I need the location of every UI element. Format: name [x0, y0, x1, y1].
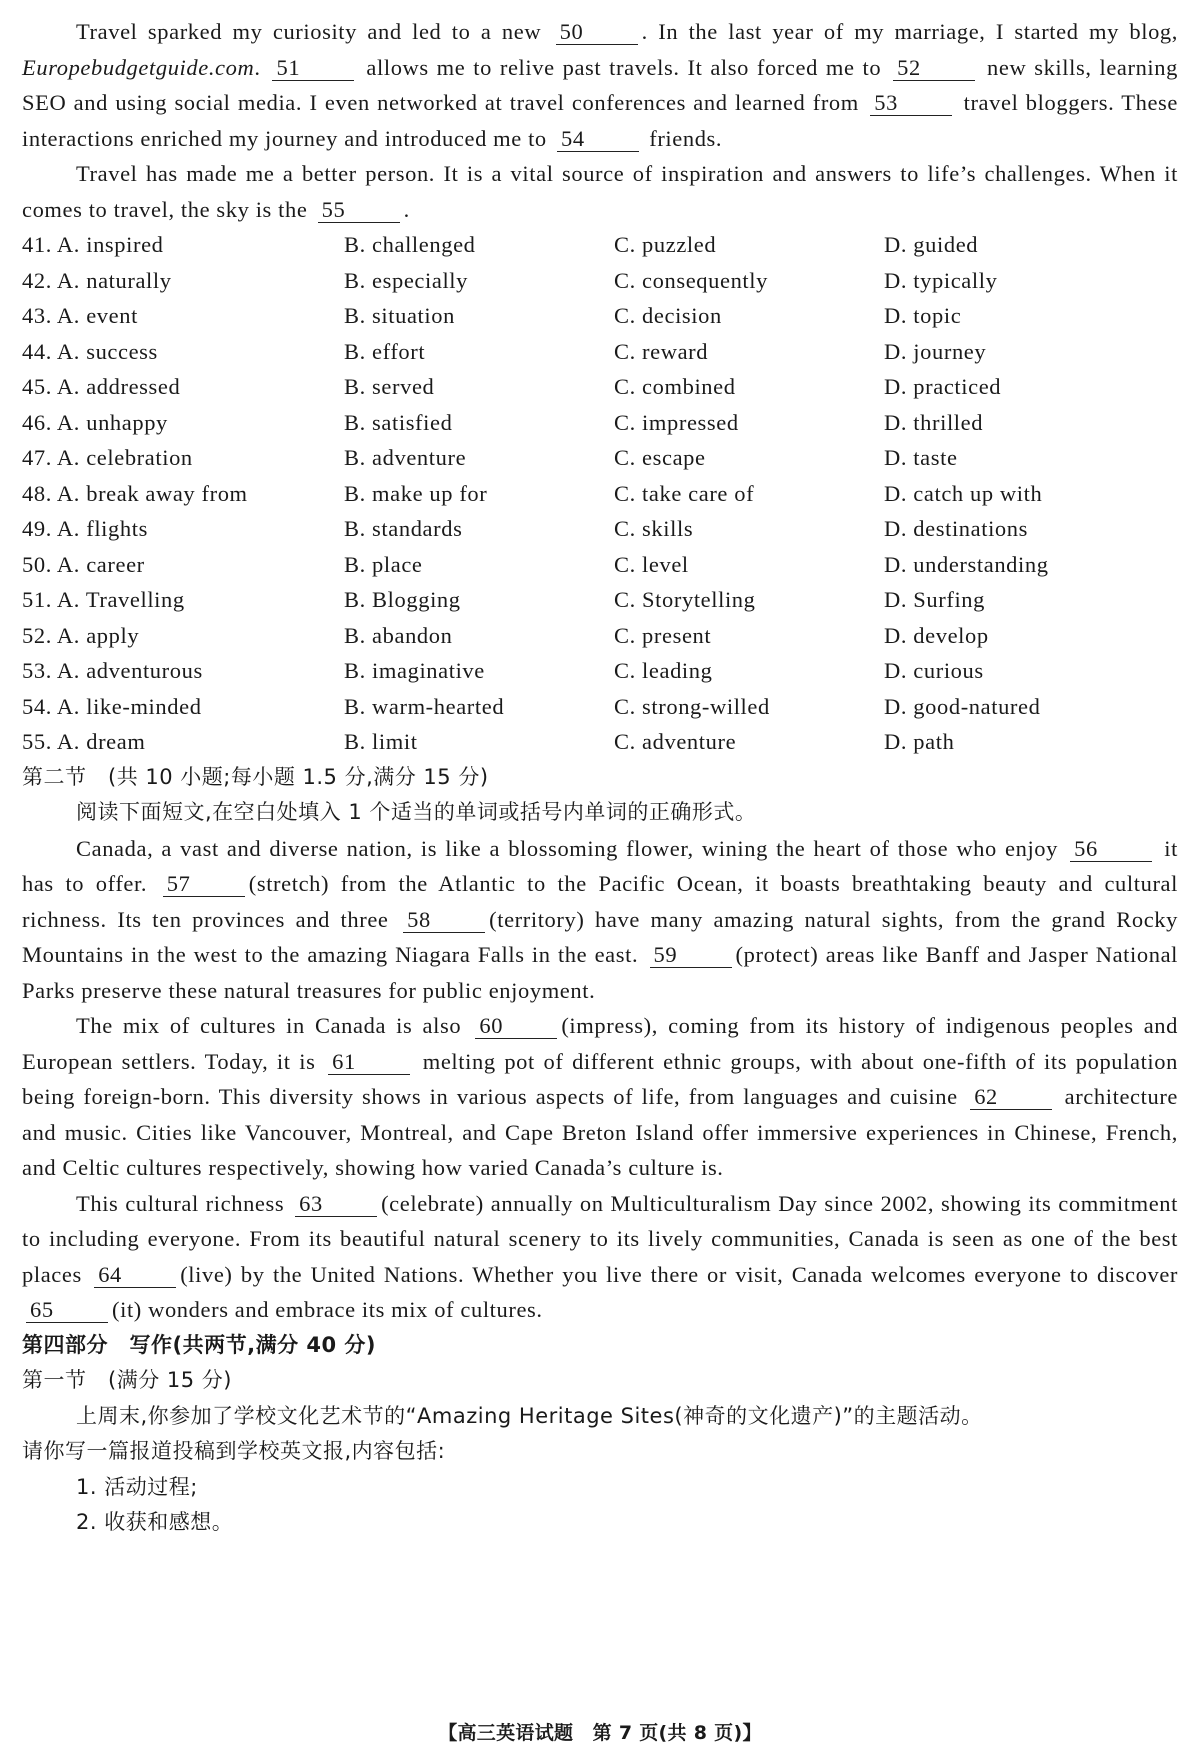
option-c: C. take care of — [614, 480, 755, 506]
passage-text: This cultural richness — [76, 1190, 292, 1216]
exam-page — [22, 14, 1178, 1541]
option-b: B. abandon — [344, 622, 453, 648]
answer-blank: 63 — [295, 1192, 377, 1217]
option-d: D. catch up with — [884, 480, 1043, 506]
option-a-text: A. like-minded — [56, 693, 202, 719]
question-number: 47. — [22, 445, 52, 470]
passage-text: new skills, learning SEO and using social media. I even networked at travel conferences and learned from — [22, 54, 1178, 115]
option-a — [22, 227, 344, 263]
option-d: D. guided — [884, 232, 979, 257]
passage-text: . In the last year of my marriage, I started my blog, — [641, 19, 1178, 44]
answer-blank: 64 — [94, 1263, 176, 1288]
option-a-text: A. dream — [56, 729, 146, 754]
option-a — [22, 582, 344, 618]
passage-text: The mix of cultures in Canada is also — [76, 1013, 472, 1038]
question-number: 45. — [22, 374, 52, 399]
option-a-text: A. event — [56, 303, 138, 328]
option-b: B. limit — [344, 729, 418, 754]
option-row — [22, 405, 1178, 441]
passage-text: melting pot of different ethnic groups, with about one-fifth of its population being foreign-born. This diversity shows in various aspects of life, from languages and cuisine — [22, 1048, 1178, 1109]
option-c: C. puzzled — [614, 232, 717, 257]
option-row — [22, 582, 1178, 618]
passage-text: . — [403, 196, 410, 222]
option-a-text: A. addressed — [56, 374, 181, 399]
answer-blank: 56 — [1070, 837, 1152, 862]
option-d: D. path — [884, 729, 955, 754]
question-number: 46. — [22, 409, 52, 435]
option-b: B. warm-hearted — [344, 693, 505, 719]
option-c: C. Storytelling — [614, 587, 756, 612]
passage-paragraph — [22, 1008, 1178, 1186]
option-b: B. make up for — [344, 480, 488, 506]
passage-text: it has to offer. — [22, 835, 1178, 896]
option-d: D. topic — [884, 303, 962, 328]
question-number: 54. — [22, 693, 52, 719]
question-number: 41. — [22, 232, 52, 257]
option-a — [22, 440, 344, 476]
option-d: D. Surfing — [884, 587, 985, 612]
passage-text: (territory) have many amazing natural sights, from the grand Rocky Mountains in the west to the amazing Niagara Falls in the east. — [22, 906, 1178, 967]
option-row — [22, 440, 1178, 476]
question-number: 50. — [22, 551, 52, 577]
option-a-text: A. success — [56, 338, 158, 364]
option-row — [22, 476, 1178, 512]
question-number: 42. — [22, 267, 52, 293]
question-number: 55. — [22, 729, 52, 754]
option-row — [22, 369, 1178, 405]
option-a — [22, 263, 344, 299]
option-b: B. situation — [344, 303, 455, 328]
passage-text: (live) by the United Nations. Whether you live there or visit, Canada welcomes everyone to discover — [180, 1261, 1178, 1287]
passage-text: allows me to relive past travels. It also forced me to — [358, 54, 890, 80]
writing-requirement: 1. 活动过程; — [76, 1474, 198, 1499]
option-row — [22, 618, 1178, 654]
option-b: B. challenged — [344, 232, 476, 257]
option-d: D. taste — [884, 445, 958, 470]
option-b: B. Blogging — [344, 587, 461, 612]
option-b: B. place — [344, 551, 423, 577]
option-d: D. curious — [884, 658, 984, 683]
options-list — [22, 227, 1178, 760]
option-c: C. adventure — [614, 729, 737, 754]
option-a — [22, 689, 344, 725]
option-c: C. consequently — [614, 267, 768, 293]
answer-blank: 52 — [893, 56, 975, 81]
option-a — [22, 547, 344, 583]
option-c: C. combined — [614, 374, 736, 399]
option-a-text: A. adventurous — [56, 658, 203, 683]
writing-prompt: 上周末,你参加了学校文化艺术节的“Amazing Heritage Sites(神奇的文化遗产)”的主题活动。 — [76, 1403, 983, 1428]
option-a — [22, 405, 344, 441]
answer-blank: 55 — [318, 198, 400, 223]
passage-text: travel bloggers. These interactions enriched my journey and introduced me to — [22, 90, 1178, 151]
answer-blank: 61 — [328, 1050, 410, 1075]
option-row — [22, 511, 1178, 547]
section-heading: 第一节 (满分 15 分) — [22, 1368, 232, 1392]
question-number: 51. — [22, 587, 52, 612]
answer-blank: 54 — [557, 127, 639, 152]
website-name: Europebudgetguide.com — [22, 54, 255, 80]
writing-requirement: 2. 收获和感想。 — [76, 1510, 234, 1534]
option-a — [22, 724, 344, 760]
passage-text: . — [254, 54, 269, 80]
option-row — [22, 547, 1178, 583]
option-c: C. leading — [614, 658, 713, 683]
question-number: 43. — [22, 303, 52, 328]
writing-prompt: 请你写一篇报道投稿到学校英文报,内容包括: — [22, 1439, 446, 1463]
option-b: B. imaginative — [344, 658, 485, 683]
section-instruction: 阅读下面短文,在空白处填入 1 个适当的单词或括号内单词的正确形式。 — [76, 800, 757, 824]
option-a — [22, 653, 344, 689]
option-a-text: A. Travelling — [56, 587, 185, 612]
option-d: D. practiced — [884, 374, 1002, 399]
option-a-text: A. unhappy — [56, 409, 168, 435]
passage-text: Travel sparked my curiosity and led to a new — [76, 19, 552, 44]
option-row — [22, 227, 1178, 263]
section-heading: 第二节 (共 10 小题;每小题 1.5 分,满分 15 分) — [22, 764, 489, 789]
option-c: C. escape — [614, 445, 706, 470]
option-row — [22, 298, 1178, 334]
option-d: D. develop — [884, 622, 989, 648]
answer-blank: 65 — [26, 1298, 108, 1323]
answer-blank: 51 — [272, 56, 354, 81]
passage-text: (celebrate) annually on Multiculturalism Day since 2002, showing its commitment to including everyone. From its beautiful natural scenery to its lively communities, Canada is seen as one of the best places — [22, 1190, 1178, 1287]
option-d: D. understanding — [884, 551, 1049, 577]
option-a-text: A. naturally — [56, 267, 172, 293]
option-d: D. typically — [884, 267, 998, 293]
option-b: B. standards — [344, 516, 463, 541]
passage-text: (stretch) from the Atlantic to the Pacific Ocean, it boasts breathtaking beauty and cultural richness. Its ten provinces and three — [22, 871, 1178, 932]
answer-blank: 58 — [403, 908, 485, 933]
option-c: C. impressed — [614, 409, 739, 435]
passage-text: friends. — [643, 125, 723, 151]
option-d: D. good-natured — [884, 693, 1041, 719]
answer-blank: 50 — [556, 20, 638, 45]
option-a — [22, 334, 344, 370]
option-b: B. effort — [344, 338, 426, 364]
option-a — [22, 298, 344, 334]
passage-text: (it) wonders and embrace its mix of cultures. — [112, 1297, 543, 1322]
option-a — [22, 618, 344, 654]
passage-paragraph — [22, 831, 1178, 1009]
part-heading: 第四部分 写作(共两节,满分 40 分) — [22, 1332, 377, 1357]
passage-paragraph — [22, 14, 1178, 156]
option-a-text: A. break away from — [56, 480, 248, 506]
option-row — [22, 724, 1178, 760]
question-number: 53. — [22, 658, 52, 683]
passage-paragraph — [22, 156, 1178, 227]
passage-text: (impress), coming from its history of indigenous peoples and European settlers. Today, it is — [22, 1013, 1178, 1074]
option-row — [22, 334, 1178, 370]
option-c: C. skills — [614, 516, 694, 541]
option-row — [22, 263, 1178, 299]
option-a — [22, 369, 344, 405]
question-number: 48. — [22, 480, 52, 506]
option-a-text: A. career — [56, 551, 145, 577]
question-number: 52. — [22, 622, 52, 648]
passage-text: (protect) areas like Banff and Jasper National Parks preserve these natural treasures for public enjoyment. — [22, 942, 1179, 1003]
option-d: D. journey — [884, 338, 987, 364]
page-footer: 【高三英语试题 第 7 页(共 8 页)】 — [438, 1722, 762, 1744]
option-row — [22, 689, 1178, 725]
passage-text: Canada, a vast and diverse nation, is like a blossoming flower, wining the heart of those who enjoy — [76, 835, 1067, 861]
answer-blank: 60 — [475, 1014, 557, 1039]
option-c: C. decision — [614, 303, 722, 328]
option-a-text: A. inspired — [56, 232, 164, 257]
option-b: B. served — [344, 374, 435, 399]
option-a-text: A. celebration — [56, 445, 193, 470]
answer-blank: 59 — [650, 943, 732, 968]
option-a — [22, 511, 344, 547]
option-b: B. especially — [344, 267, 469, 293]
option-a-text: A. flights — [56, 516, 148, 541]
option-b: B. satisfied — [344, 409, 453, 435]
option-row — [22, 653, 1178, 689]
option-b: B. adventure — [344, 445, 467, 470]
answer-blank: 62 — [970, 1085, 1052, 1110]
option-c: C. present — [614, 622, 712, 648]
option-c: C. level — [614, 551, 689, 577]
question-number: 49. — [22, 516, 52, 541]
passage-text: architecture and music. Cities like Vancouver, Montreal, and Cape Breton Island offer immersive experiences in Chinese, French, and Celtic cultures respectively, showing how varied Canada’s culture is. — [22, 1084, 1178, 1180]
passage-text: Travel has made me a better person. It is a vital source of inspiration and answers to life’s challenges. When it comes to travel, the sky is the — [22, 161, 1178, 222]
passage-paragraph — [22, 1186, 1178, 1328]
option-c: C. strong-willed — [614, 693, 770, 719]
option-a-text: A. apply — [56, 622, 140, 648]
option-a — [22, 476, 344, 512]
answer-blank: 57 — [163, 872, 245, 897]
option-c: C. reward — [614, 338, 709, 364]
option-d: D. thrilled — [884, 409, 984, 435]
answer-blank: 53 — [870, 91, 952, 116]
question-number: 44. — [22, 338, 52, 364]
option-d: D. destinations — [884, 516, 1028, 541]
